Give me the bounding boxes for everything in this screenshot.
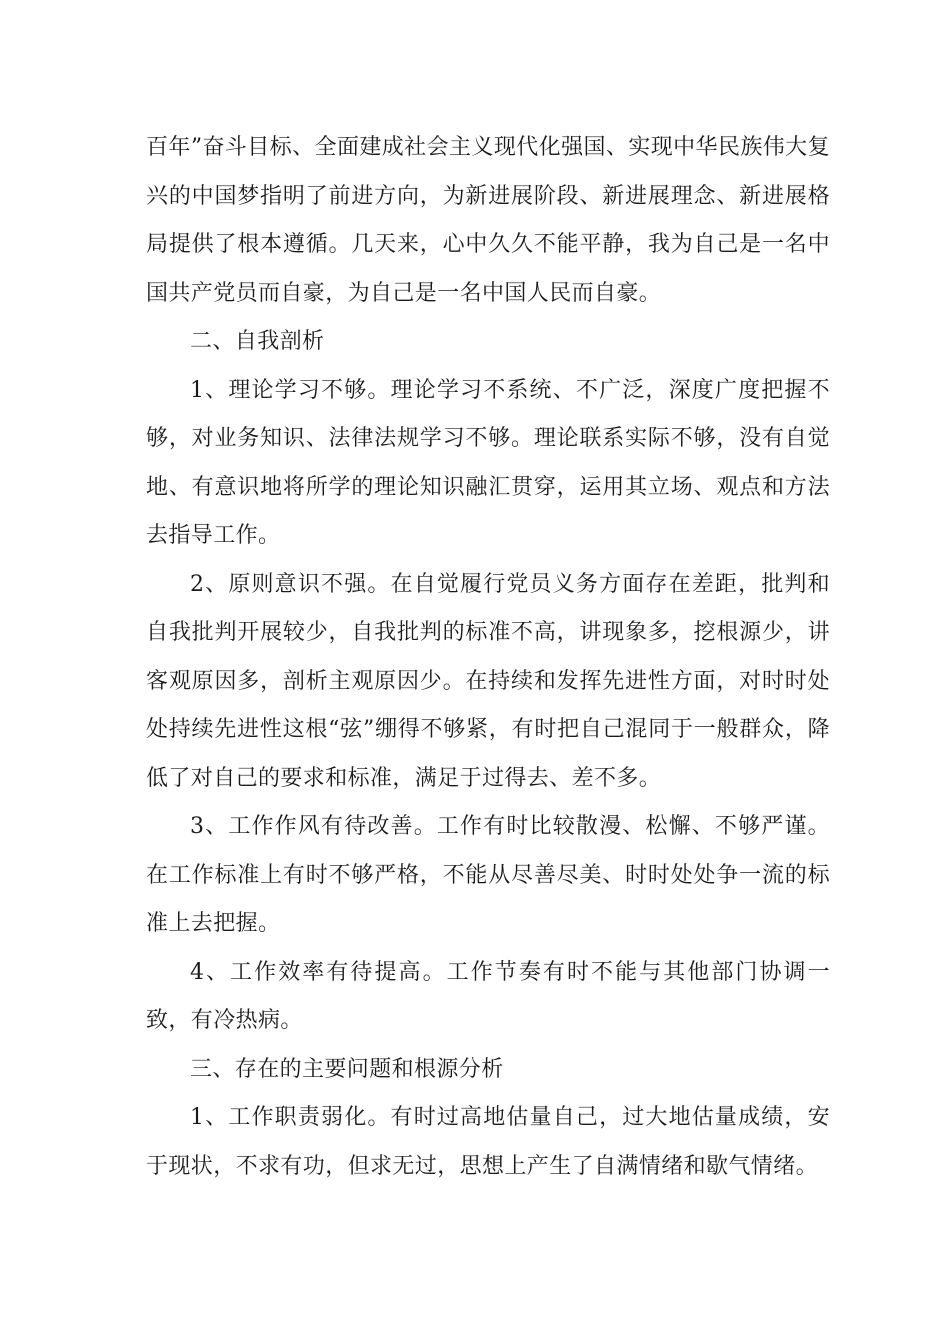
- paragraph-principle-awareness: 2、原则意识不强。在自觉履行党员义务方面存在差距，批判和自我批判开展较少，自我批判的标准不高，讲现象多，挖根源少，讲客观原因多，剖析主观原因少。在持续和发挥先进性方面，对时时处处持续先进性这根“弦”绷得不够紧，有时把自己混同于一般群众，降低了对自己的要求和标准，满足于过得去、差不多。: [146, 571, 830, 791]
- paragraph-work-style: 3、工作作风有待改善。工作有时比较散漫、松懈、不够严谨。在工作标准上有时不够严格，不能从尽善尽美、时时处处争一流的标准上去把握。: [146, 814, 830, 936]
- paragraph-responsibility-weakening: 1、工作职责弱化。有时过高地估量自己，过大地估量成绩，安于现状，不求有功，但求无过，思想上产生了自满情绪和歇气情绪。: [146, 1105, 830, 1179]
- document-body: [146, 124, 830, 1191]
- paragraph-intro-continuation: 百年”奋斗目标、全面建成社会主义现代化强国、实现中华民族伟大复兴的中国梦指明了前进方向，为新进展阶段、新进展理念、新进展格局提供了根本遵循。几天来，心中久久不能平静，我为自己是一名中国共产党员而自豪，为自己是一名中国人民而自豪。: [146, 135, 830, 306]
- paragraph-work-efficiency: 4、工作效率有待提高。工作节奏有时不能与其他部门协调一致，有冷热病。: [146, 959, 830, 1033]
- section-heading-self-analysis: 二、自我剖析: [190, 329, 325, 354]
- section-heading-main-problems: 三、存在的主要问题和根源分析: [190, 1056, 504, 1082]
- paragraph-theory-study: 1、理论学习不够。理论学习不系统、不广泛，深度广度把握不够，对业务知识、法律法规学习不够。理论联系实际不够，没有自觉地、有意识地将所学的理论知识融汇贯穿，运用其立场、观点和方法去指导工作。: [146, 377, 830, 548]
